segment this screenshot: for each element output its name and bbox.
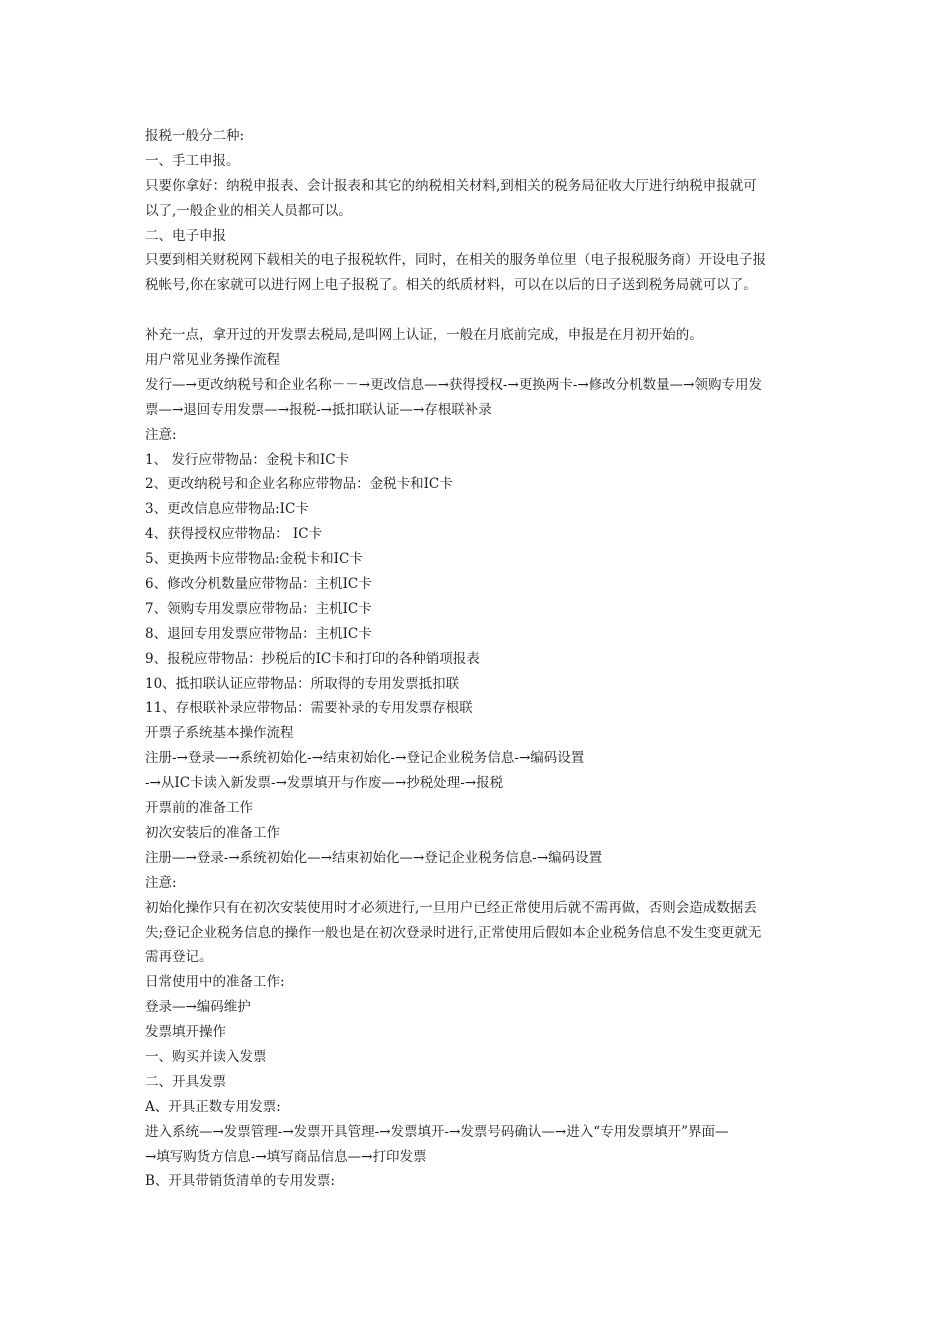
text-line: 开票子系统基本操作流程 <box>145 725 294 742</box>
blank-line <box>145 298 810 323</box>
text-line: 注意: <box>145 874 177 891</box>
text-line: 二、电子申报 <box>145 227 226 244</box>
text-line: 发行—→更改纳税号和企业名称－－→更改信息—→获得授权-→更换两卡-→修改分机数量—→领购专用发 <box>145 376 762 393</box>
text-line: 失;登记企业税务信息的操作一般也是在初次登录时进行,正常使用后假如本企业税务信息不发生变更就无 <box>145 924 762 941</box>
text-line: -→从IC卡读入新发票-→发票填开与作废—→抄税处理-→报税 <box>145 775 504 792</box>
text-line: 10、抵扣联认证应带物品：所取得的专用发票抵扣联 <box>145 675 460 692</box>
text-line: 一、购买并读入发票 <box>145 1048 267 1065</box>
text-line: 注册—→登录-→系统初始化—→结束初始化—→登记企业税务信息-→编码设置 <box>145 849 603 866</box>
text-line: 注册-→登录—→系统初始化-→结束初始化-→登记企业税务信息-→编码设置 <box>145 750 585 767</box>
text-line: A、开具正数专用发票: <box>145 1098 281 1115</box>
text-line: 3、更改信息应带物品:IC卡 <box>145 501 309 518</box>
text-line: 9、报税应带物品：抄税后的IC卡和打印的各种销项报表 <box>145 650 480 667</box>
text-line: 一、手工申报。 <box>145 152 240 169</box>
text-line: 4、获得授权应带物品： IC卡 <box>145 526 323 543</box>
text-line: 初始化操作只有在初次安装使用时才必须进行,一旦用户已经正常使用后就不需再做，否则会造成数据丢 <box>145 899 757 916</box>
text-line: 8、退回专用发票应带物品：主机IC卡 <box>145 625 372 642</box>
text-line: 6、修改分机数量应带物品：主机IC卡 <box>145 576 372 593</box>
text-line: 5、更换两卡应带物品:金税卡和IC卡 <box>145 551 363 568</box>
text-line: 只要你拿好：纳税申报表、会计报表和其它的纳税相关材料,到相关的税务局征收大厅进行纳税申报就可 <box>145 177 757 194</box>
text-line: 只要到相关财税网下载相关的电子报税软件，同时，在相关的服务单位里（电子报税服务商）开设电子报 <box>145 252 766 269</box>
text-line: 进入系统—→发票管理-→发票开具管理-→发票填开-→发票号码确认—→进入“专用发票填开”界面— <box>145 1123 729 1140</box>
text-line: 登录—→编码维护 <box>145 999 251 1016</box>
text-line: 开票前的准备工作 <box>145 800 253 817</box>
text-line: 需再登记。 <box>145 949 213 966</box>
text-line: B、开具带销货清单的专用发票: <box>145 1173 335 1190</box>
text-line: 1、 发行应带物品：金税卡和IC卡 <box>145 451 350 468</box>
text-line: 初次安装后的准备工作 <box>145 824 280 841</box>
text-line: 注意: <box>145 426 177 443</box>
text-line: 用户常见业务操作流程 <box>145 352 280 369</box>
document-body <box>145 124 810 1194</box>
text-line: 7、领购专用发票应带物品：主机IC卡 <box>145 600 372 617</box>
text-line: 税帐号,你在家就可以进行网上电子报税了。相关的纸质材料，可以在以后的日子送到税务局就可以了。 <box>145 277 757 294</box>
text-line: 报税一般分二种: <box>145 128 245 144</box>
text-line: 2、更改纳税号和企业名称应带物品：金税卡和IC卡 <box>145 476 453 493</box>
text-line: 11、存根联补录应带物品：需要补录的专用发票存根联 <box>145 700 473 717</box>
text-line: →填写购货方信息-→填写商品信息—→打印发票 <box>145 1148 427 1165</box>
text-line: 票—→退回专用发票—→报税-→抵扣联认证—→存根联补录 <box>145 401 492 418</box>
text-line: 日常使用中的准备工作: <box>145 974 285 991</box>
text-line: 补充一点，拿开过的开发票去税局,是叫网上认证，一般在月底前完成，申报是在月初开始的。 <box>145 327 703 344</box>
text-line: 二、开具发票 <box>145 1073 226 1090</box>
text-line: 发票填开操作 <box>145 1024 226 1041</box>
text-line: 以了,一般企业的相关人员都可以。 <box>145 202 352 219</box>
